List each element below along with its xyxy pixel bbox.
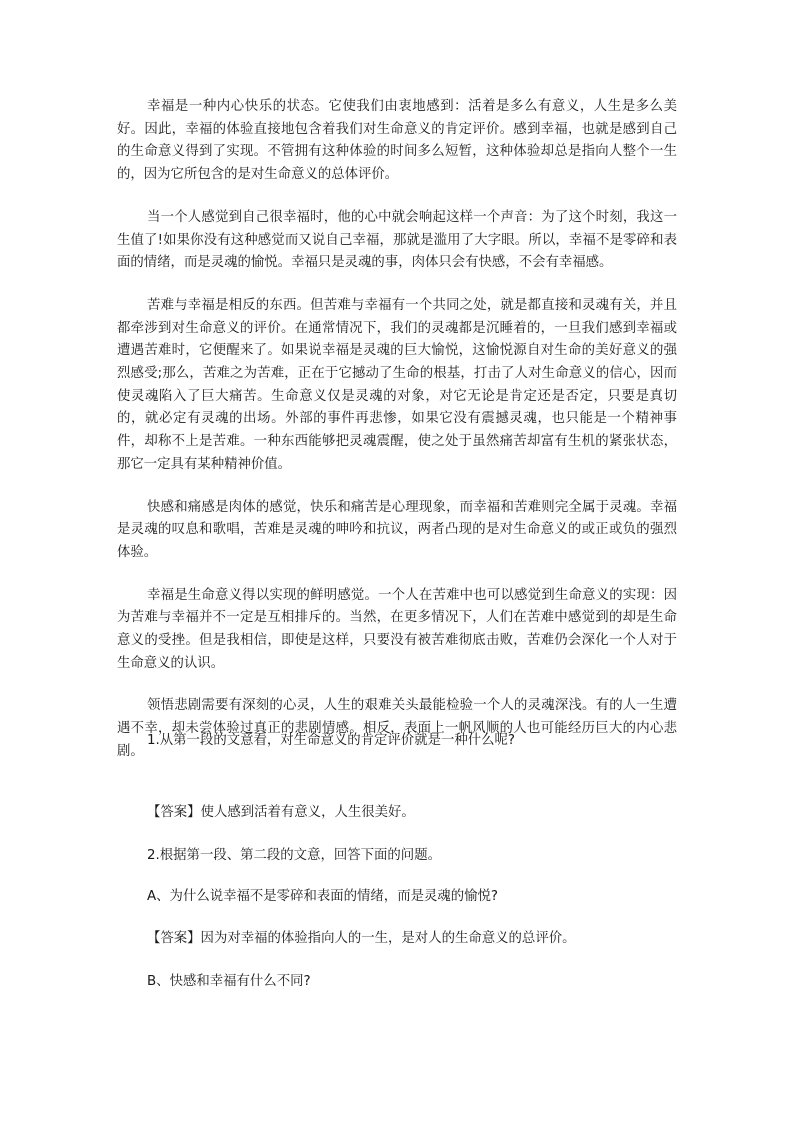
paragraph-5: 幸福是生命意义得以实现的鲜明感觉。一个人在苦难中也可以感觉到生命意义的实现：因为苦难与幸福并不一定是互相排斥的。当然，在更多情况下，人们在苦难中感觉到的却是生命意义的受挫。但是我相信，即使是这样，只要没有被苦难彻底击败，苦难仍会深化一个人对于生命意义的认识。: [117, 587, 677, 671]
question-2a: A、为什么说幸福不是零碎和表面的情绪，而是灵魂的愉悦?: [147, 889, 499, 904]
paragraph-6: 领悟悲剧需要有深刻的心灵，人生的艰难关头最能检验一个人的灵魂深浅。有的人一生遭遇不幸，却未尝体验过真正的悲剧情感。相反，表面上一帆风顺的人也可能经历巨大的内心悲剧。: [117, 698, 677, 759]
question-2b: B、快感和幸福有什么不同?: [147, 974, 311, 989]
paragraph-3: 苦难与幸福是相反的东西。但苦难与幸福有一个共同之处，就是都直接和灵魂有关，并且都牵涉到对生命意义的评价。在通常情况下，我们的灵魂都是沉睡着的，一旦我们感到幸福或遭遇苦难时，它便醒来了。如果说幸福是灵魂的巨大愉悦，这愉悦源自对生命的美好意义的强烈感受;那么，苦难之为苦难，正在于它撼动了生命的根基，打击了人对生命意义的信心，因而使灵魂陷入了巨大痛苦。生命意义仅是灵魂的对象，对它无论是肯定还是否定，只要是真切的，就必定有灵魂的出场。外部的事件再悲惨，如果它没有震撼灵魂，也只能是一个精神事件，却称不上是苦难。一种东西能够把灵魂震醒，使之处于虽然痛苦却富有生机的紧张状态，那它一定具有某种精神价值。: [117, 297, 677, 472]
answer-1: 【答案】使人感到活着有意义，人生很美好。: [147, 805, 415, 820]
paragraph-1: 幸福是一种内心快乐的状态。它使我们由衷地感到：活着是多么有意义，人生是多么美好。因此，幸福的体验直接地包含着我们对生命意义的肯定评价。感到幸福，也就是感到自己的生命意义得到了实现。不管拥有这种体验的时间多么短暂，这种体验却总是指向人整个一生的，因为它所包含的是对生命意义的总体评价。: [117, 99, 677, 183]
article-body: [117, 96, 677, 784]
paragraph-2: 当一个人感觉到自己很幸福时，他的心中就会响起这样一个声音：为了这个时刻，我这一生值了!如果你没有这种感觉而又说自己幸福，那就是滥用了大字眼。所以，幸福不是零碎和表面的情绪，而是灵魂的愉悦。幸福只是灵魂的事，肉体只会有快感，不会有幸福感。: [117, 209, 677, 271]
paragraph-4: 快感和痛感是肉体的感觉，快乐和痛苦是心理现象，而幸福和苦难则完全属于灵魂。幸福是灵魂的叹息和歌唱，苦难是灵魂的呻吟和抗议，两者凸现的是对生命意义的或正或负的强烈体验。: [117, 499, 677, 560]
answer-2a: 【答案】因为对幸福的体验指向人的一生，是对人的生命意义的总评价。: [147, 931, 576, 946]
question-1: 1.从第一段的文意看，对生命意义的肯定评价就是一种什么呢?: [147, 733, 516, 748]
question-2: 2.根据第一段、第二段的文意，回答下面的问题。: [147, 848, 441, 863]
